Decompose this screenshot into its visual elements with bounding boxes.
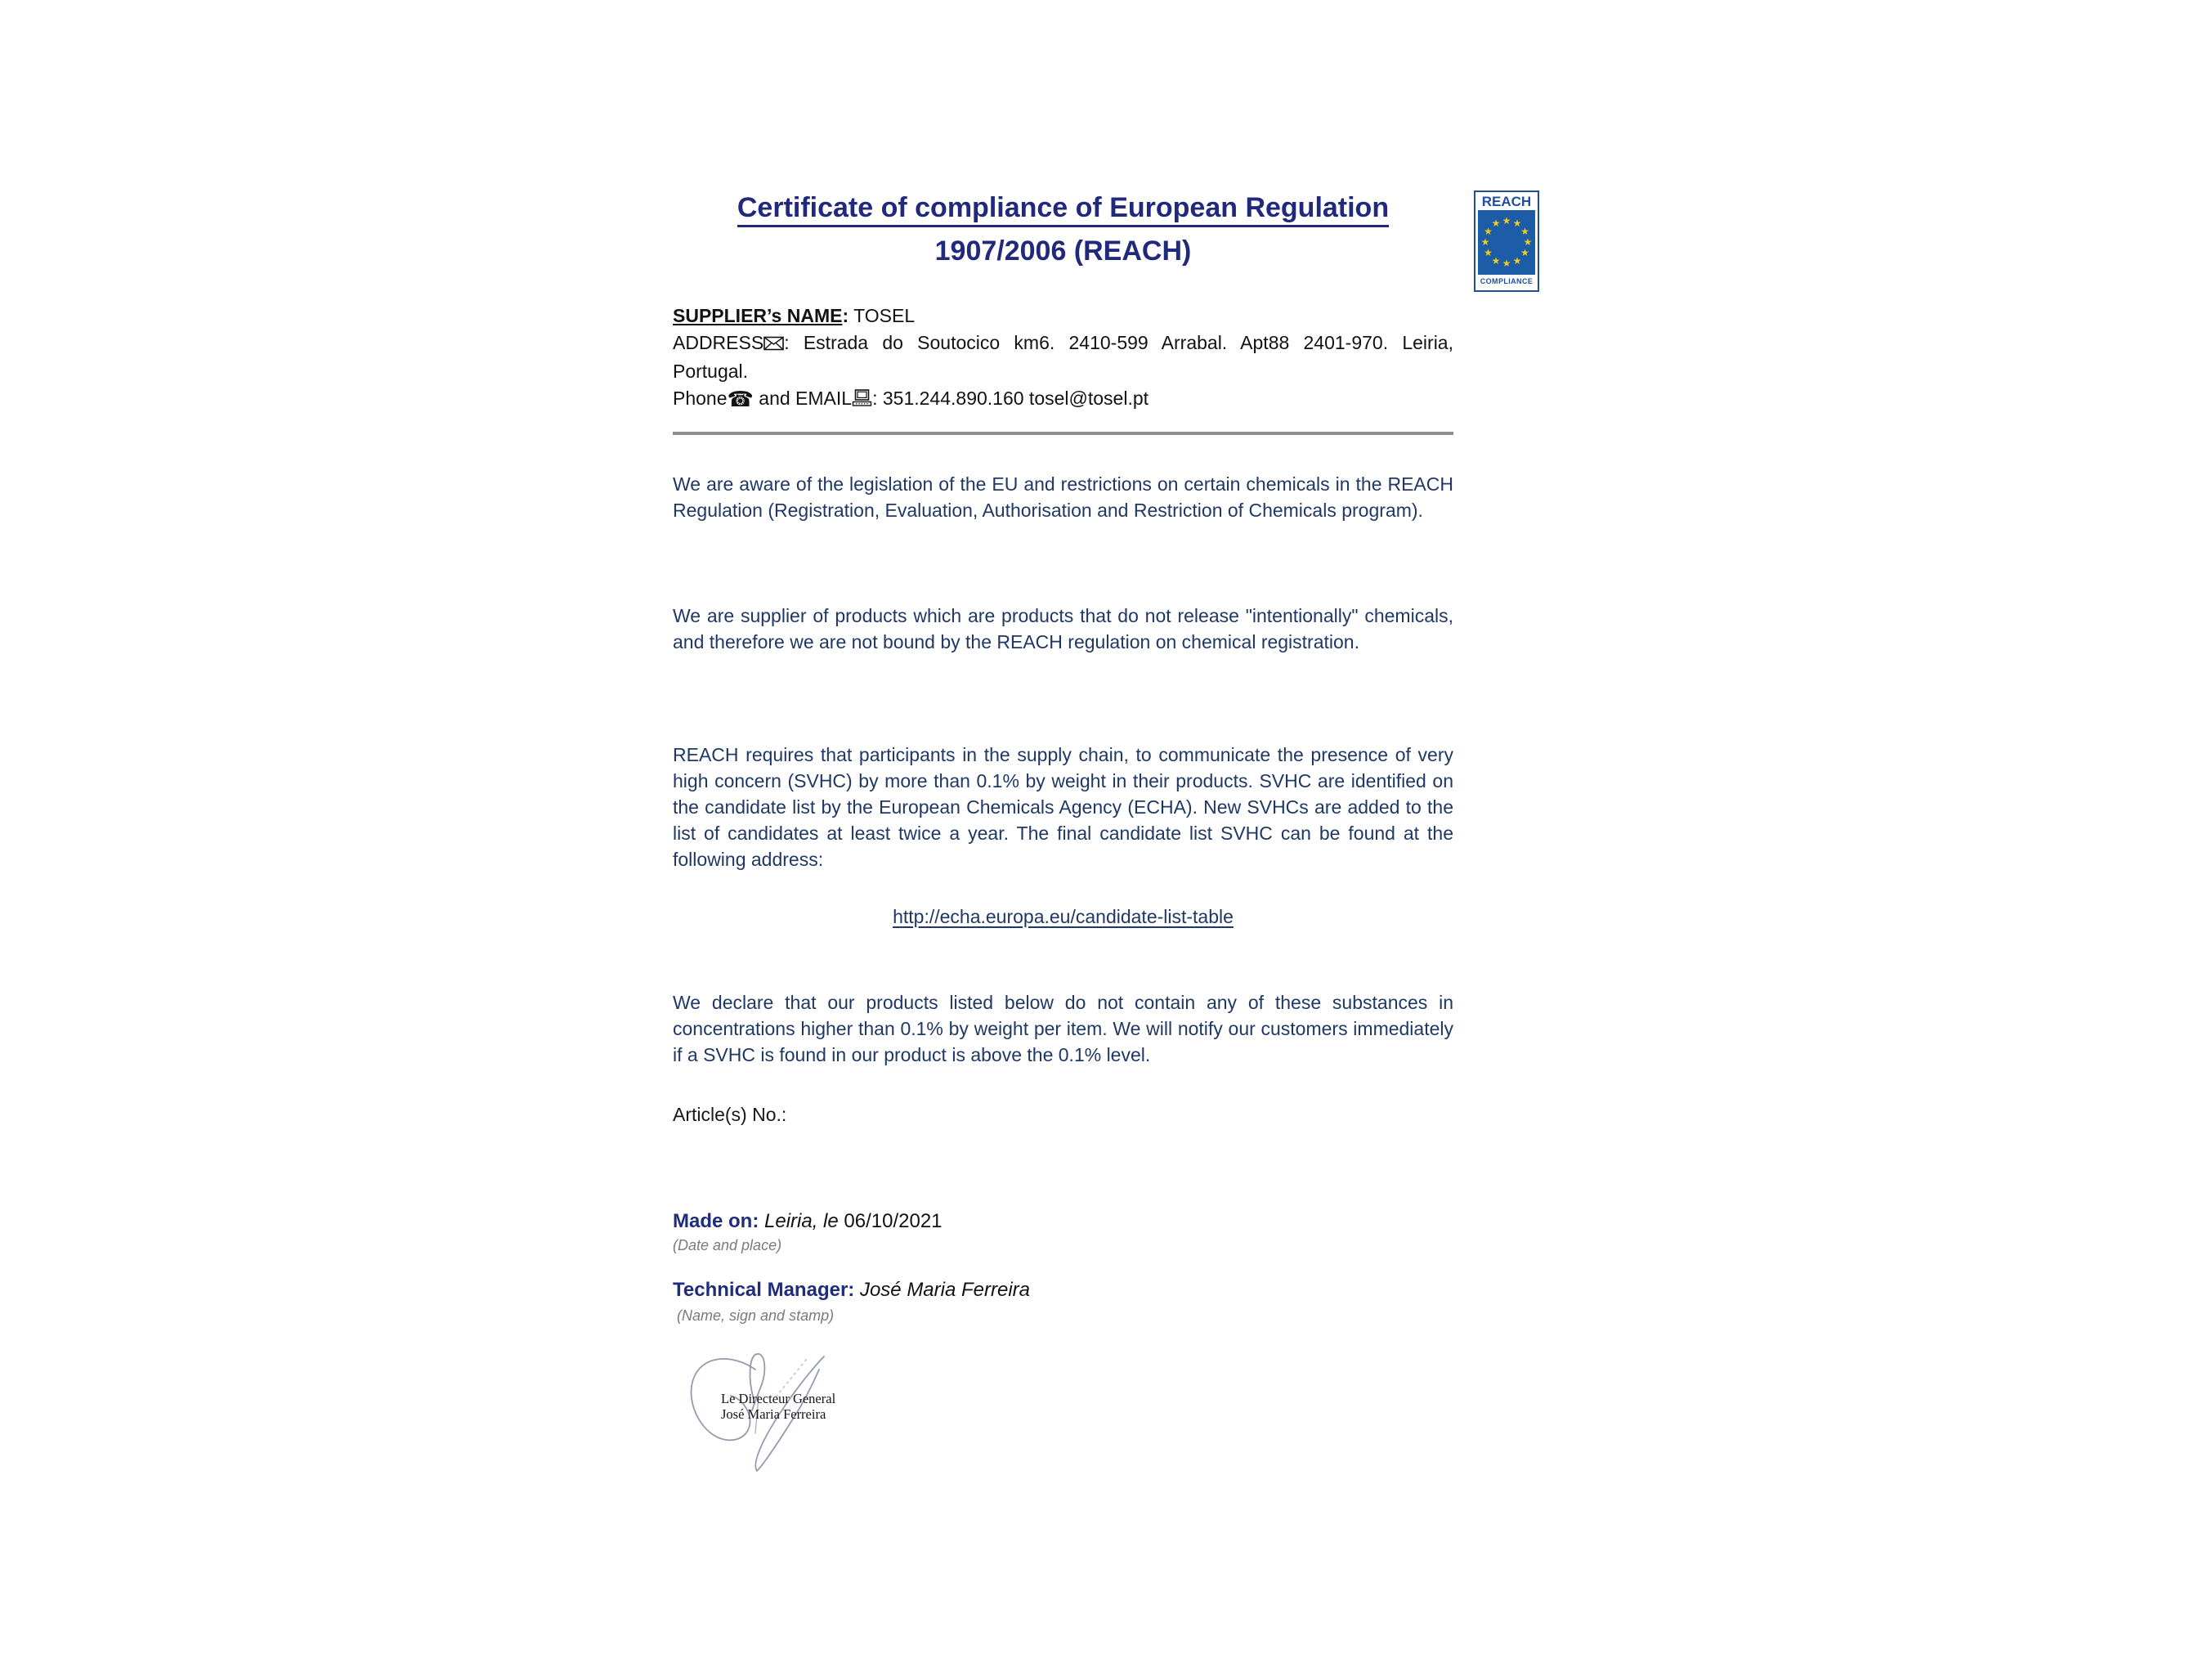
eu-star-icon: ★ bbox=[1523, 236, 1533, 248]
supplier-contact-line bbox=[673, 385, 1453, 414]
eu-star-icon: ★ bbox=[1491, 217, 1501, 230]
address-value: : Estrada do Soutocico km6. 2410-599 Arrabal. Apt88 2401-970. Leiria, Portugal. bbox=[673, 332, 1453, 382]
signature-text bbox=[721, 1391, 835, 1422]
paragraph-supplier-statement: We are supplier of products which are products that do not release "intentionally" chemicals, and therefore we are not bound by the REACH regulation on chemical registration. bbox=[673, 605, 1453, 652]
signature-title: Le Directeur General bbox=[721, 1391, 836, 1406]
technical-manager-label: Technical Manager: bbox=[673, 1279, 855, 1301]
date-place-note: (Date and place) bbox=[673, 1237, 782, 1253]
supplier-address-line bbox=[673, 330, 1453, 385]
eu-star-icon: ★ bbox=[1502, 215, 1511, 226]
address-label: ADDRESS bbox=[673, 332, 764, 353]
supplier-name-value: TOSEL bbox=[849, 305, 916, 326]
made-on-line bbox=[673, 1210, 1453, 1233]
technical-manager-name: José Maria Ferreira bbox=[854, 1279, 1031, 1301]
reach-compliance-logo bbox=[1474, 191, 1539, 292]
eu-star-icon: ★ bbox=[1491, 254, 1501, 267]
page-title bbox=[673, 186, 1453, 273]
candidate-list-link[interactable]: http://echa.europa.eu/candidate-list-table bbox=[893, 906, 1234, 927]
articles-no-line: Article(s) No.: bbox=[673, 1104, 787, 1125]
eu-star-icon: ★ bbox=[1502, 258, 1511, 269]
contact-value: : 351.244.890.160 tosel@tosel.pt bbox=[872, 388, 1149, 409]
supplier-info bbox=[673, 303, 1453, 414]
phone-icon: ☎ bbox=[727, 387, 754, 411]
eu-star-icon: ★ bbox=[1484, 226, 1493, 237]
made-on-place: Leiria, le bbox=[759, 1210, 844, 1232]
eu-star-icon: ★ bbox=[1512, 254, 1522, 267]
eu-star-icon: ★ bbox=[1520, 226, 1529, 237]
horizontal-divider bbox=[673, 432, 1453, 435]
made-on-label: Made on: bbox=[673, 1210, 759, 1232]
eu-star-icon: ★ bbox=[1484, 247, 1493, 258]
paragraph-svhc-requirement: REACH requires that participants in the supply chain, to communicate the presence of very high concern (SVHC) by more than 0.1% by weight in their products. SVHC are identified on the candidate list by the European Chemicals Agency (ECHA). New SVHCs are added to the list of candidates at least twice a year. The final candidate list SVHC can be found at the following address: bbox=[673, 744, 1453, 870]
computer-icon bbox=[852, 387, 872, 414]
technical-manager-line bbox=[673, 1279, 1453, 1302]
supplier-name-line bbox=[673, 303, 1453, 330]
page-title-line1: Certificate of compliance of European Regulation bbox=[737, 192, 1389, 227]
supplier-name-label: SUPPLIER’s NAME: bbox=[673, 305, 849, 326]
candidate-list-link-line bbox=[673, 904, 1453, 929]
signature-name: José Maria Ferreira bbox=[721, 1406, 826, 1422]
phone-label: Phone bbox=[673, 388, 728, 409]
eu-star-icon: ★ bbox=[1520, 247, 1529, 258]
paragraph-declaration: We declare that our products listed below do not contain any of these substances in concentrations higher than 0.1% by weight per item. We will notify our customers immediately if a SVHC is found in our product is above the 0.1% level. bbox=[673, 992, 1453, 1065]
document-body bbox=[673, 0, 1453, 1659]
made-on-date: 06/10/2021 bbox=[844, 1210, 943, 1232]
reach-logo-subtitle: COMPLIANCE bbox=[1480, 277, 1534, 285]
page-title-line2: 1907/2006 (REACH) bbox=[934, 235, 1192, 267]
name-sign-stamp-note: (Name, sign and stamp) bbox=[677, 1307, 835, 1324]
envelope-icon bbox=[763, 331, 784, 358]
and-email-label: and EMAIL bbox=[753, 388, 853, 409]
paragraph-awareness: We are aware of the legislation of the EU and restrictions on certain chemicals in the REACH Regulation (Registration, Evaluation, Authorisation and Restriction of Chemicals program). bbox=[673, 473, 1453, 521]
eu-star-icon: ★ bbox=[1512, 217, 1522, 230]
eu-stars-square bbox=[1478, 210, 1535, 275]
signature-block bbox=[683, 1345, 839, 1480]
reach-logo-title: REACH bbox=[1481, 194, 1532, 209]
eu-star-icon: ★ bbox=[1480, 236, 1490, 248]
